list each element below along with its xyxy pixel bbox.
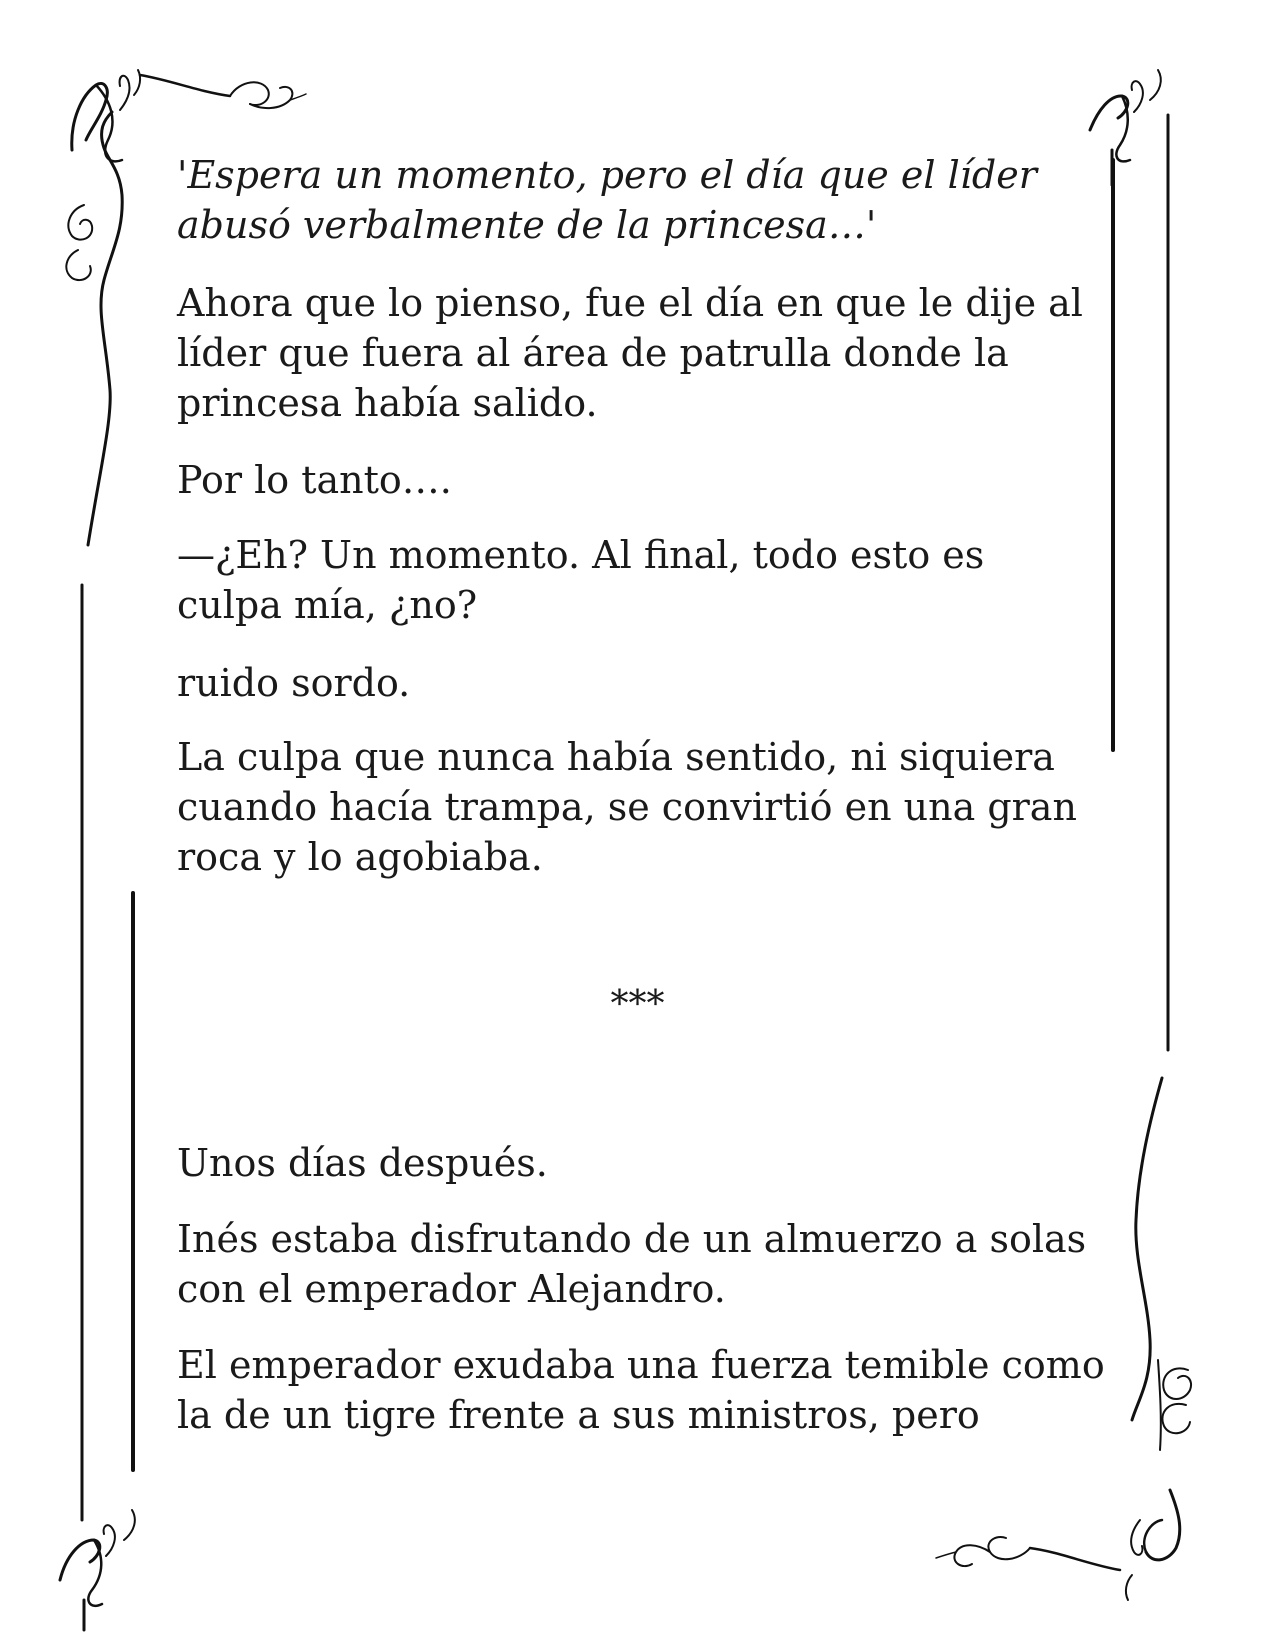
section-separator: *** — [610, 984, 665, 1025]
paragraph — [177, 1340, 1117, 1440]
text-line: abusó verbalmente de la princesa…' — [177, 203, 877, 247]
text-line: princesa había salido. — [177, 381, 598, 425]
text-line: El emperador exudaba una fuerza temible como — [177, 1343, 1105, 1387]
paragraph — [177, 455, 1117, 505]
text-line: roca y lo agobiaba. — [177, 835, 543, 879]
text-line: con el emperador Alejandro. — [177, 1267, 726, 1311]
text-line: Por lo tanto…. — [177, 458, 452, 502]
paragraph — [177, 658, 1117, 708]
text-line: —¿Eh? Un momento. Al final, todo esto es — [177, 533, 985, 577]
paragraph-thought — [177, 150, 1117, 250]
text-line: Unos días después. — [177, 1141, 548, 1185]
paragraph — [177, 1214, 1117, 1314]
text-line: La culpa que nunca había sentido, ni siquiera — [177, 735, 1055, 779]
text-line: Ahora que lo pienso, fue el día en que le dije al — [177, 281, 1083, 325]
text-line: líder que fuera al área de patrulla donde la — [177, 331, 1009, 375]
text-line: culpa mía, ¿no? — [177, 583, 478, 627]
text-line: ruido sordo. — [177, 661, 411, 705]
bottom-left-flourish-icon — [60, 1510, 135, 1630]
paragraph — [177, 278, 1117, 428]
paragraph — [177, 732, 1117, 882]
text-line: Inés estaba disfrutando de un almuerzo a solas — [177, 1217, 1087, 1261]
text-line: cuando hacía trampa, se convirtió en una gran — [177, 785, 1077, 829]
text-line: 'Espera un momento, pero el día que el líder — [177, 153, 1037, 197]
paragraph-dialogue — [177, 530, 1117, 630]
paragraph — [177, 1138, 1117, 1188]
text-line: la de un tigre frente a sus ministros, pero — [177, 1393, 980, 1437]
